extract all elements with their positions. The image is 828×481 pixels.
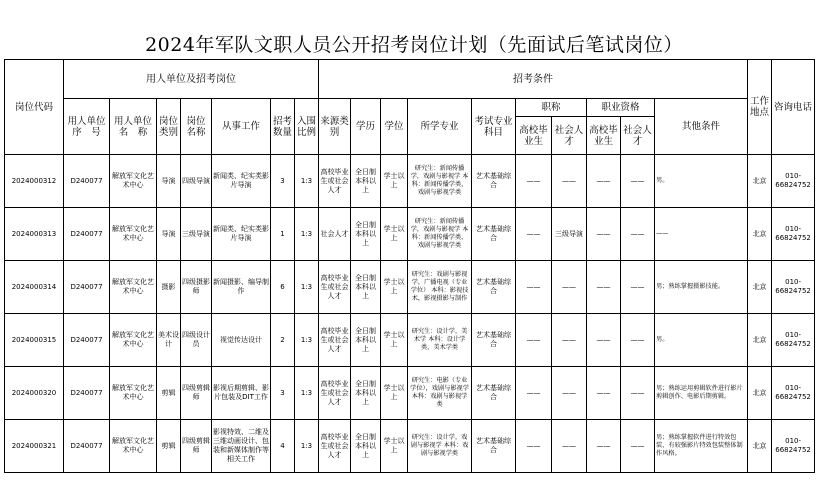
cell-duties: 影视后期剪辑、影片包装及DIT工作 — [212, 367, 271, 420]
cell-phone: 010-66824752 — [772, 314, 815, 367]
header-employer-name: 用人单位名 称 — [110, 99, 157, 155]
cell-source: 社会人才 — [319, 208, 351, 261]
cell-education: 全日制本科以上 — [351, 155, 381, 208]
header-position-name: 岗位名称 — [181, 99, 212, 155]
header-source-type: 来源类别 — [319, 99, 351, 155]
header-qualification-group: 职业资格 — [587, 99, 655, 117]
cell-qual-social: —— — [621, 420, 655, 473]
cell-qual-social: —— — [621, 314, 655, 367]
cell-type: 摄影 — [157, 261, 181, 314]
cell-phone: 010-66824752 — [772, 420, 815, 473]
page-title: 2024年军队文职人员公开招考岗位计划（先面试后笔试岗位） — [145, 34, 683, 56]
cell-seq: D240077 — [64, 420, 110, 473]
cell-location: 北京 — [748, 367, 772, 420]
cell-code: 2024000320 — [5, 367, 64, 420]
cell-other: —— — [655, 208, 748, 261]
cell-location: 北京 — [748, 420, 772, 473]
cell-location: 北京 — [748, 155, 772, 208]
cell-ratio: 1:3 — [295, 420, 319, 473]
cell-education: 全日制本科以上 — [351, 208, 381, 261]
cell-name: 四级剪辑师 — [181, 420, 212, 473]
cell-other: 男。 — [655, 155, 748, 208]
cell-unit: 解放军文化艺术中心 — [110, 208, 157, 261]
cell-ratio: 1:3 — [295, 261, 319, 314]
cell-duties: 新闻类、纪实类影片导演 — [212, 155, 271, 208]
cell-other: 男；熟练掌握软件进行特效包装、有较强影片特效包装整体制作风格。 — [655, 420, 748, 473]
cell-code: 2024000315 — [5, 314, 64, 367]
cell-name: 四级剪辑师 — [181, 367, 212, 420]
table-row — [5, 261, 815, 314]
cell-duties: 新闻类、纪实类影片导演 — [212, 208, 271, 261]
cell-unit: 解放军文化艺术中心 — [110, 155, 157, 208]
cell-degree: 学士以上 — [381, 155, 408, 208]
cell-education: 全日制本科以上 — [351, 367, 381, 420]
header-qual-grad: 高校毕业生 — [587, 117, 621, 155]
cell-type: 剪辑 — [157, 367, 181, 420]
cell-ratio: 1:3 — [295, 155, 319, 208]
cell-count: 3 — [271, 155, 295, 208]
header-major: 所学专业 — [408, 99, 472, 155]
cell-title-grad: —— — [516, 314, 552, 367]
cell-title-grad: —— — [516, 367, 552, 420]
table-row — [5, 367, 815, 420]
cell-count: 6 — [271, 261, 295, 314]
cell-other: 男。 — [655, 314, 748, 367]
cell-major: 研究生：新闻传播学，戏剧与影视学 本科：新闻传播学类，戏剧与影视学类 — [408, 155, 472, 208]
cell-qual-social: —— — [621, 261, 655, 314]
header-employer-seq: 用人单位序 号 — [64, 99, 110, 155]
cell-count: 4 — [271, 420, 295, 473]
table-row — [5, 155, 815, 208]
table-row — [5, 314, 815, 367]
cell-major: 研究生：戏剧与影视学，广播电视（专业学位） 本科：影视技术，影视摄影与制作 — [408, 261, 472, 314]
cell-duties: 新闻摄影、编导制作 — [212, 261, 271, 314]
cell-duties: 视觉传达设计 — [212, 314, 271, 367]
cell-seq: D240077 — [64, 155, 110, 208]
cell-qual-grad: —— — [587, 420, 621, 473]
cell-qual-social: —— — [621, 155, 655, 208]
cell-qual-grad: —— — [587, 367, 621, 420]
cell-seq: D240077 — [64, 314, 110, 367]
cell-phone: 010-66824752 — [772, 208, 815, 261]
cell-unit: 解放军文化艺术中心 — [110, 261, 157, 314]
cell-source: 高校毕业生或社会人才 — [319, 367, 351, 420]
cell-count: 3 — [271, 367, 295, 420]
cell-duties: 影视特效、二维及三维动画设计、包装和新媒体制作等相关工作 — [212, 420, 271, 473]
cell-phone: 010-66824752 — [772, 155, 815, 208]
cell-major: 研究生：设计学，戏剧与影视学 本科：戏剧与影视学类 — [408, 420, 472, 473]
header-qual-social: 社会人才 — [621, 117, 655, 155]
header-other: 其他条件 — [655, 99, 748, 155]
cell-title-social: —— — [552, 314, 587, 367]
cell-type: 导演 — [157, 155, 181, 208]
cell-name: 四级摄影师 — [181, 261, 212, 314]
header-interview-ratio: 入围比例 — [295, 99, 319, 155]
cell-source: 高校毕业生或社会人才 — [319, 314, 351, 367]
cell-exam: 艺术基础综合 — [472, 261, 516, 314]
cell-type: 导演 — [157, 208, 181, 261]
cell-degree: 学士以上 — [381, 261, 408, 314]
cell-degree: 学士以上 — [381, 420, 408, 473]
cell-degree: 学士以上 — [381, 208, 408, 261]
cell-title-social: —— — [552, 155, 587, 208]
cell-qual-grad: —— — [587, 314, 621, 367]
cell-ratio: 1:3 — [295, 314, 319, 367]
cell-qual-grad: —— — [587, 261, 621, 314]
cell-degree: 学士以上 — [381, 314, 408, 367]
cell-exam: 艺术基础综合 — [472, 314, 516, 367]
cell-location: 北京 — [748, 261, 772, 314]
cell-major: 研究生：设计学，美术学 本科：设计学类，美术学类 — [408, 314, 472, 367]
cell-location: 北京 — [748, 314, 772, 367]
header-conditions-group: 招考条件 — [319, 60, 748, 99]
header-exam-subject: 考试专业科目 — [472, 99, 516, 155]
cell-code: 2024000312 — [5, 155, 64, 208]
cell-unit: 解放军文化艺术中心 — [110, 314, 157, 367]
cell-major: 研究生：电影（专业学位），戏剧与影视学 本科：戏剧与影视学类 — [408, 367, 472, 420]
cell-phone: 010-66824752 — [772, 261, 815, 314]
cell-ratio: 1:3 — [295, 367, 319, 420]
cell-location: 北京 — [748, 208, 772, 261]
cell-unit: 解放军文化艺术中心 — [110, 420, 157, 473]
cell-phone: 010-66824752 — [772, 367, 815, 420]
header-education: 学历 — [351, 99, 381, 155]
cell-exam: 艺术基础综合 — [472, 420, 516, 473]
cell-title-social: —— — [552, 420, 587, 473]
recruitment-table — [4, 59, 815, 473]
header-duties: 从事工作 — [212, 99, 271, 155]
header-degree: 学位 — [381, 99, 408, 155]
cell-code: 2024000313 — [5, 208, 64, 261]
cell-title-grad: —— — [516, 155, 552, 208]
table-row — [5, 208, 815, 261]
cell-qual-social: —— — [621, 208, 655, 261]
header-title-group: 职称 — [516, 99, 587, 117]
cell-other: 男；熟练运用剪辑软件进行影片剪辑创作、电影后期剪辑。 — [655, 367, 748, 420]
cell-education: 全日制本科以上 — [351, 420, 381, 473]
cell-qual-social: —— — [621, 367, 655, 420]
cell-education: 全日制本科以上 — [351, 314, 381, 367]
cell-exam: 艺术基础综合 — [472, 367, 516, 420]
cell-type: 美术设计 — [157, 314, 181, 367]
header-title-social: 社会人才 — [552, 117, 587, 155]
cell-major: 研究生：新闻传播学，戏剧与影视学 本科：新闻传播学类，戏剧与影视学类 — [408, 208, 472, 261]
cell-source: 高校毕业生或社会人才 — [319, 261, 351, 314]
cell-count: 2 — [271, 314, 295, 367]
cell-type: 剪辑 — [157, 420, 181, 473]
cell-title-social: —— — [552, 261, 587, 314]
cell-seq: D240077 — [64, 208, 110, 261]
cell-name: 四级导演 — [181, 155, 212, 208]
header-employer-group: 用人单位及招考岗位 — [64, 60, 319, 99]
cell-seq: D240077 — [64, 367, 110, 420]
cell-name: 三级导演 — [181, 208, 212, 261]
header-position-code: 岗位代码 — [5, 60, 64, 155]
header-position-type: 岗位类别 — [157, 99, 181, 155]
table-row — [5, 420, 815, 473]
cell-unit: 解放军文化艺术中心 — [110, 367, 157, 420]
header-title-grad: 高校毕业生 — [516, 117, 552, 155]
cell-name: 四级设计员 — [181, 314, 212, 367]
cell-source: 高校毕业生或社会人才 — [319, 155, 351, 208]
cell-title-social: 三级导演 — [552, 208, 587, 261]
cell-title-grad: —— — [516, 420, 552, 473]
header-hire-count: 招考数量 — [271, 99, 295, 155]
cell-code: 2024000314 — [5, 261, 64, 314]
cell-exam: 艺术基础综合 — [472, 208, 516, 261]
header-work-location: 工作地点 — [748, 60, 772, 155]
cell-title-grad: —— — [516, 261, 552, 314]
cell-education: 全日制本科以上 — [351, 261, 381, 314]
cell-qual-grad: —— — [587, 208, 621, 261]
cell-ratio: 1:3 — [295, 208, 319, 261]
cell-other: 男；熟练掌握摄影技能。 — [655, 261, 748, 314]
cell-title-social: —— — [552, 367, 587, 420]
cell-qual-grad: —— — [587, 155, 621, 208]
cell-exam: 艺术基础综合 — [472, 155, 516, 208]
cell-title-grad: —— — [516, 208, 552, 261]
cell-source: 高校毕业生或社会人才 — [319, 420, 351, 473]
cell-count: 1 — [271, 208, 295, 261]
cell-code: 2024000321 — [5, 420, 64, 473]
cell-seq: D240077 — [64, 261, 110, 314]
header-phone: 咨询电话 — [772, 60, 815, 155]
cell-degree: 学士以上 — [381, 367, 408, 420]
